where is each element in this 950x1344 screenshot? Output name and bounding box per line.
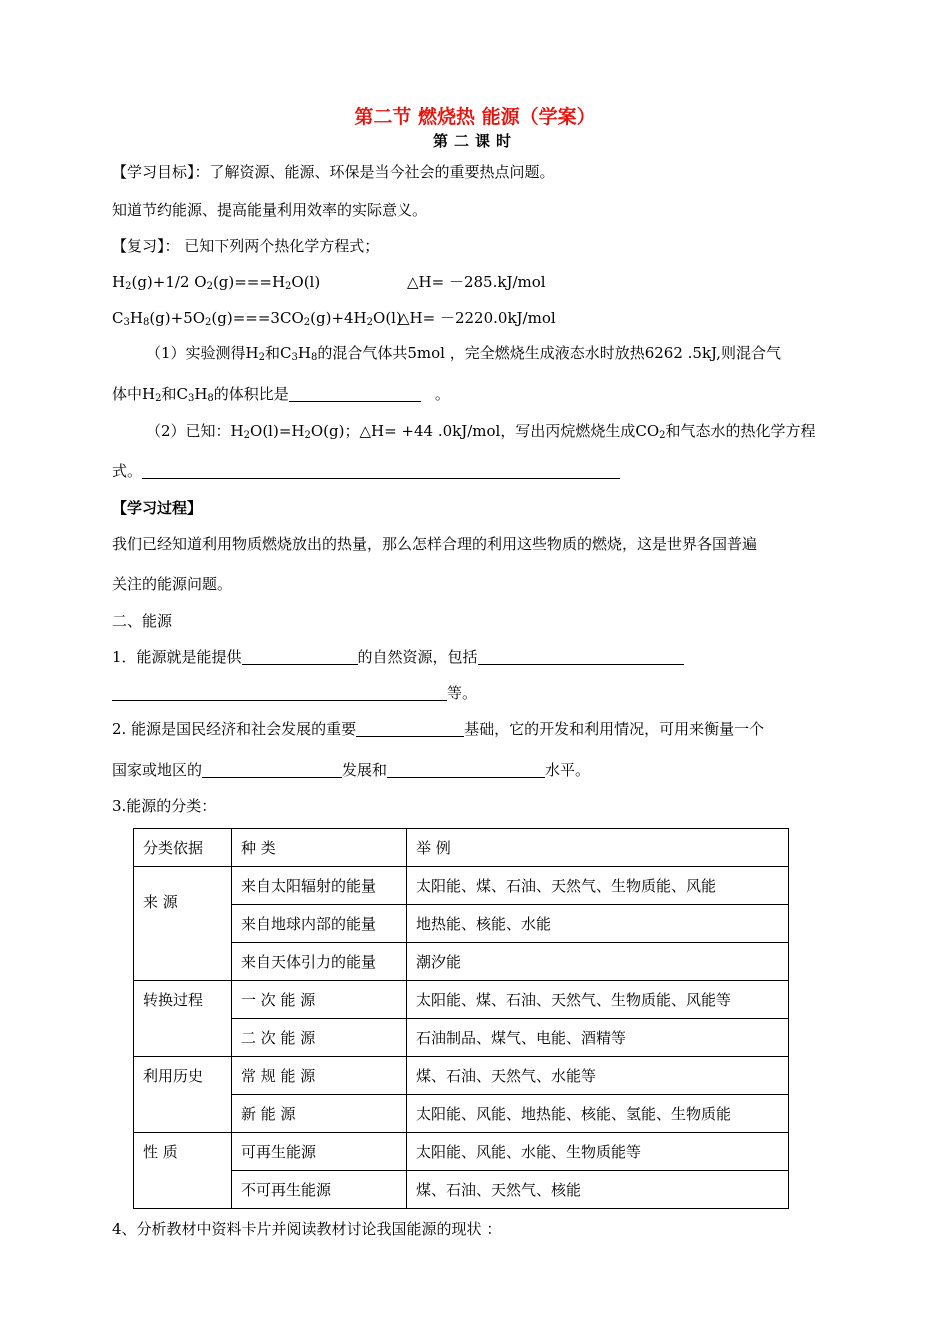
table-row [134, 905, 789, 943]
kind-cell: 来自天体引力的能量 [232, 943, 407, 981]
page-title: 第二节 燃烧热 能源（学案） [354, 106, 596, 128]
table-row [134, 1019, 789, 1057]
question-2-line-2: 式。 [112, 461, 620, 481]
kind-cell: 来自太阳辐射的能量 [232, 867, 407, 905]
table-row [134, 981, 789, 1019]
table-row [134, 1171, 789, 1209]
review-text: ： 已知下列两个热化学方程式； [164, 237, 380, 255]
basis-cell: 利用历史 [134, 1057, 232, 1133]
objectives-label: 【学习目标】 [112, 163, 195, 181]
example-cell: 煤、石油、天然气、核能 [407, 1171, 789, 1209]
objectives-line-2: 知道节约能源、提高能量利用效率的实际意义。 [112, 201, 428, 219]
objectives-line-1 [112, 162, 555, 182]
kind-cell: 来自地球内部的能量 [232, 905, 407, 943]
answer-blank-level[interactable] [387, 761, 545, 778]
answer-blank-ratio[interactable] [289, 385, 421, 402]
example-cell: 太阳能、煤、石油、天然气、生物质能、风能 [407, 867, 789, 905]
item-2-line-1: 2. 能源是国民经济和社会发展的重要 基础，它的开发和利用情况，可用来衡量一个 [112, 720, 765, 738]
table-row [134, 867, 789, 905]
question-1-line-2: 体中$H_2$和$C_3H_8$的体积比是 。 [112, 385, 450, 404]
kind-cell: 不可再生能源 [232, 1171, 407, 1209]
process-label: 【学习过程】 [112, 499, 203, 517]
header-kind: 种 类 [232, 829, 407, 867]
table-row [134, 1095, 789, 1133]
answer-blank-includes[interactable] [478, 648, 684, 665]
table-header-row [134, 829, 789, 867]
item-1-line-1: 1．能源就是能提供 的自然资源，包括 [112, 647, 684, 667]
example-cell: 太阳能、煤、石油、天然气、生物质能、风能等 [407, 981, 789, 1019]
item-4-heading: 4、分析教材中资料卡片并阅读教材讨论我国能源的现状 ： [112, 1220, 502, 1238]
answer-blank-equation[interactable] [142, 462, 620, 479]
table-row [134, 1133, 789, 1171]
question-1-line-1: （1）实验测得$H_2$和$C_3H_8$的混合气体共5mol ，完全燃烧生成液态水时放热6262 .5kJ,则混合气 [146, 344, 781, 363]
objectives-text: ：了解资源、能源、环保是当今社会的重要热点问题。 [194, 163, 555, 181]
basis-cell: 来 源 [134, 867, 232, 981]
item-3-heading: 3.能源的分类： [112, 797, 217, 815]
answer-blank-development[interactable] [202, 761, 342, 778]
section-heading: 二、能源 [112, 612, 173, 630]
lesson-subtitle: 第二课时 [432, 132, 517, 150]
review-intro [112, 236, 379, 256]
kind-cell: 常 规 能 源 [232, 1057, 407, 1095]
example-cell: 石油制品、煤气、电能、酒精等 [407, 1019, 789, 1057]
process-paragraph-2: 关注的能源问题。 [112, 575, 233, 593]
basis-cell: 性 质 [134, 1133, 232, 1209]
energy-classification-table [133, 828, 789, 1209]
kind-cell: 可再生能源 [232, 1133, 407, 1171]
kind-cell: 二 次 能 源 [232, 1019, 407, 1057]
table-row [134, 1057, 789, 1095]
item-2-line-2: 国家或地区的 发展和 水平。 [112, 761, 591, 779]
item-1-line-2: 等。 [112, 683, 477, 703]
equation-1-enthalpy: △H= －285.kJ/mol [407, 273, 546, 291]
answer-blank-energy[interactable] [242, 648, 358, 665]
table-row [134, 943, 789, 981]
example-cell: 煤、石油、天然气、水能等 [407, 1057, 789, 1095]
example-cell: 潮汐能 [407, 943, 789, 981]
equation-2-enthalpy: △H= －2220.0kJ/mol [398, 309, 556, 327]
header-basis: 分类依据 [134, 829, 232, 867]
kind-cell: 新 能 源 [232, 1095, 407, 1133]
example-cell: 地热能、核能、水能 [407, 905, 789, 943]
answer-blank-basis[interactable] [356, 720, 464, 737]
question-2-line-1: （2）已知：$H_2O(l)=H_2O(g)$；△H= +44 .0kJ/mol，写出丙烷燃烧生成$CO_2$和气态水的热化学方程 [146, 422, 816, 441]
review-label: 【复习】 [112, 237, 165, 255]
kind-cell: 一 次 能 源 [232, 981, 407, 1019]
process-paragraph-1: 我们已经知道利用物质燃烧放出的热量，那么怎样合理的利用这些物质的燃烧，这是世界各国普遍 [112, 535, 758, 553]
answer-blank-includes-2[interactable] [112, 684, 447, 701]
equation-1: $H_2(g)+1/2$ $O_2(g)===H_2O(l)$ [112, 273, 321, 292]
header-example: 举 例 [407, 829, 789, 867]
equation-2: $C_3H_8(g)+5O_2(g)===3CO_2(g)+4H_2O(l)$ [112, 309, 402, 328]
example-cell: 太阳能、风能、水能、生物质能等 [407, 1133, 789, 1171]
example-cell: 太阳能、风能、地热能、核能、氢能、生物质能 [407, 1095, 789, 1133]
basis-cell: 转换过程 [134, 981, 232, 1057]
